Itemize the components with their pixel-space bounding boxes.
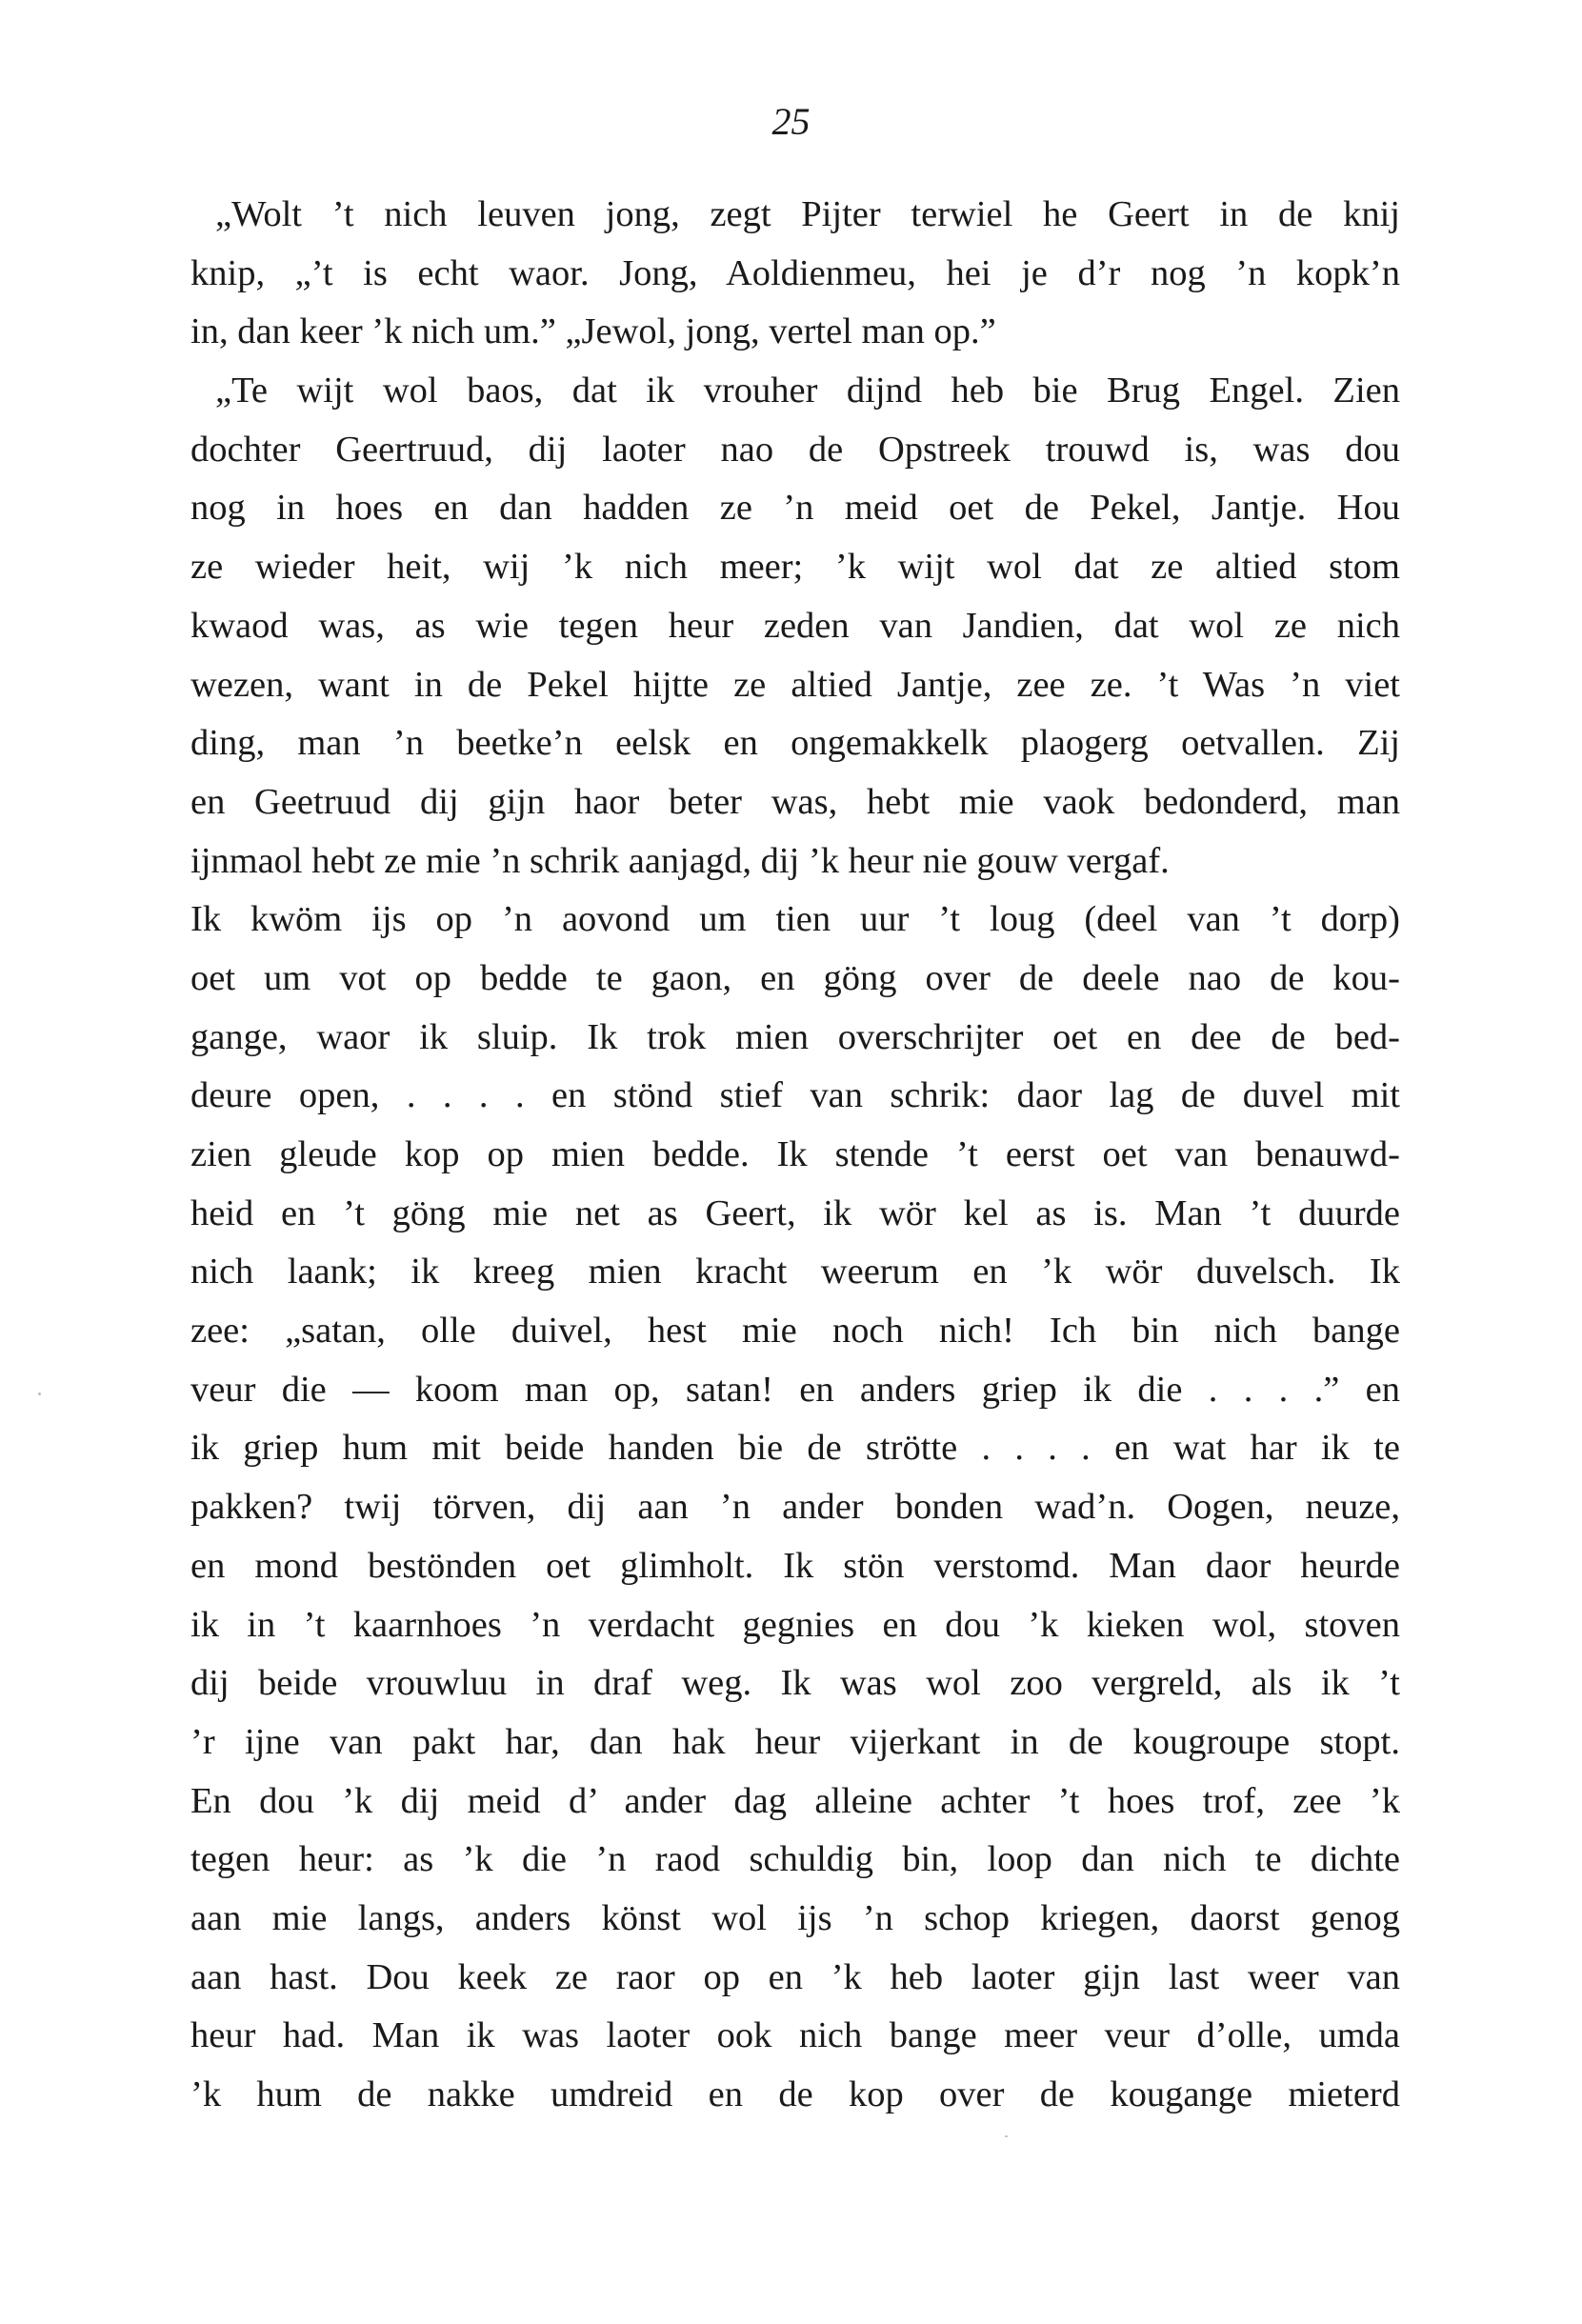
text-line: ’k hum de nakke umdreid en de kop over de kougange mieterd	[190, 2074, 1400, 2114]
text-line: ze wieder heit, wij ’k nich meer; ’k wijt wol dat ze altied stom	[190, 547, 1400, 588]
text-line: tegen heur: as ’k die ’n raod schuldig bin, loop dan nich te dichte	[190, 1839, 1400, 1880]
text-line: Ik kwöm ijs op ’n aovond um tien uur ’t loug (deel van ’t dorp)	[190, 899, 1400, 940]
text-line: knip, „’t is echt waor. Jong, Aoldienmeu, hei je d’r nog ’n kopk’n	[190, 252, 1400, 293]
body-text	[190, 186, 1400, 2125]
text-line: ik griep hum mit beide handen bie de strötte . . . . en wat har ik te	[190, 1428, 1400, 1469]
text-line: in, dan keer ’k nich um.” „Jewol, jong, vertel man op.”	[190, 311, 996, 352]
text-line: zien gleude kop op mien bedde. Ik stende ’t eerst oet van benauwd-	[190, 1134, 1400, 1174]
text-line: kwaod was, as wie tegen heur zeden van Jandien, dat wol ze nich	[190, 605, 1400, 646]
text-line: „Wolt ’t nich leuven jong, zegt Pijter terwiel he Geert in de knij	[215, 194, 1400, 234]
text-line: zee: „satan, olle duivel, hest mie noch nich! Ich bin nich bange	[190, 1311, 1400, 1352]
text-line: dochter Geertruud, dij laoter nao de Opstreek trouwd is, was dou	[190, 429, 1400, 470]
text-line: heid en ’t göng mie net as Geert, ik wör kel as is. Man ’t duurde	[190, 1192, 1400, 1233]
text-line: „Te wijt wol baos, dat ik vrouher dijnd heb bie Brug Engel. Zien	[215, 371, 1400, 411]
text-line: gange, waor ik sluip. Ik trok mien overschrijter oet en dee de bed-	[190, 1016, 1400, 1057]
text-line: aan mie langs, anders könst wol ijs ’n schop kriegen, daorst genog	[190, 1897, 1400, 1938]
text-line: En dou ’k dij meid d’ ander dag alleine achter ’t hoes trof, zee ’k	[190, 1780, 1400, 1821]
text-line: nog in hoes en dan hadden ze ’n meid oet de Pekel, Jantje. Hou	[190, 488, 1400, 529]
text-line: aan hast. Dou keek ze raor op en ’k heb laoter gijn last weer van	[190, 1956, 1400, 1997]
text-line: heur had. Man ik was laoter ook nich bange meer veur d’olle, umda	[190, 2015, 1400, 2056]
text-line: en Geetruud dij gijn haor beter was, hebt mie vaok bedonderd, man	[190, 781, 1400, 822]
text-line: veur die — koom man op, satan! en anders griep ik die . . . .” en	[190, 1369, 1400, 1410]
text-line: dij beide vrouwluu in draf weg. Ik was wol zoo vergreld, als ik ’t	[190, 1663, 1400, 1704]
text-line: nich laank; ik kreeg mien kracht weerum en ’k wör duvelsch. Ik	[190, 1252, 1400, 1292]
text-line: en mond bestönden oet glimholt. Ik stön verstomd. Man daor heurde	[190, 1545, 1400, 1586]
text-line: ijnmaol hebt ze mie ’n schrik aanjagd, dij ’k heur nie gouw vergaf.	[190, 840, 1170, 881]
text-line: wezen, want in de Pekel hijtte ze altied Jantje, zee ze. ’t Was ’n viet	[190, 664, 1400, 705]
text-line: oet um vot op bedde te gaon, en göng over de deele nao de kou-	[190, 957, 1400, 998]
page-number: 25	[771, 100, 811, 143]
text-line: ’r ijne van pakt har, dan hak heur vijerkant in de kougroupe stopt.	[190, 1721, 1400, 1762]
text-line: ik in ’t kaarnhoes ’n verdacht gegnies en dou ’k kieken wol, stoven	[190, 1604, 1400, 1645]
paper-speck	[38, 1392, 41, 1395]
text-line: deure open, . . . . en stönd stief van schrik: daor lag de duvel mit	[190, 1075, 1400, 1116]
paper-speck	[1005, 2135, 1008, 2137]
text-line: ding, man ’n beetke’n eelsk en ongemakkelk plaogerg oetvallen. Zij	[190, 723, 1400, 764]
text-line: pakken? twij törven, dij aan ’n ander bonden wad’n. Oogen, neuze,	[190, 1487, 1400, 1528]
